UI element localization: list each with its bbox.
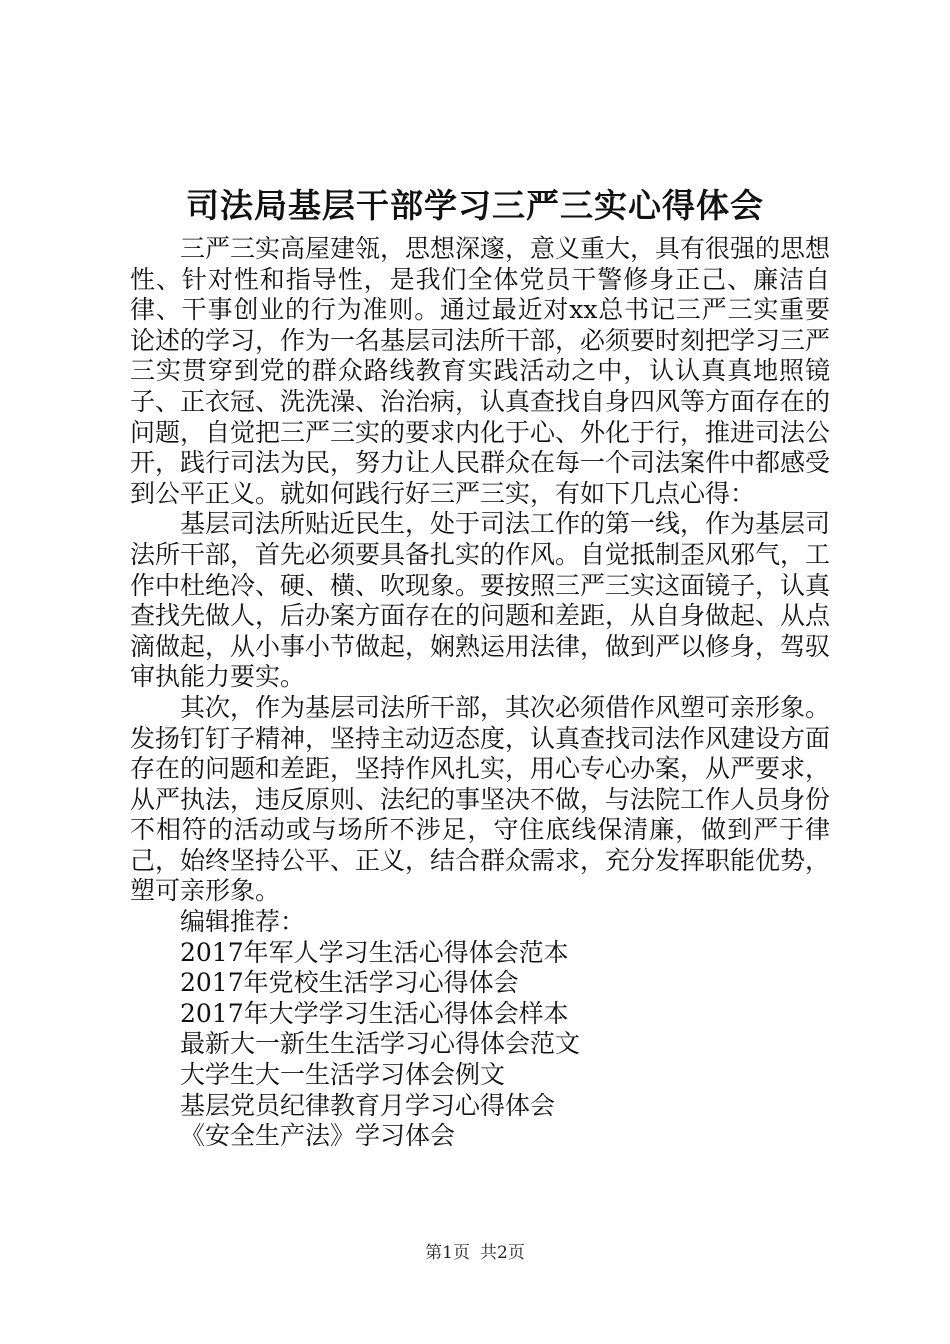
paragraph-point-two: 其次，作为基层司法所干部，其次必须借作风塑可亲形象。发扬钉钉子精神，坚持主动迈态度，认真查找司法作风建设方面存在的问题和差距，坚持作风扎实，用心专心办案，从严要求，从严执法，违反原则、法纪的事坚决不做，与法院工作人员身份不相符的活动或与场所不涉足，守住底线保清廉，做到严于律己，始终坚持公平、正义，结合群众需求，充分发挥职能优势，塑可亲形象。 xyxy=(130,692,831,906)
recommendation-link[interactable]: 最新大一新生生活学习心得体会范文 xyxy=(180,1029,581,1059)
document-body xyxy=(130,234,830,1152)
page-footer xyxy=(0,1242,950,1264)
recommendation-link[interactable]: 2017年党校生活学习心得体会 xyxy=(180,968,519,998)
recommendation-link[interactable]: 基层党员纪律教育月学习心得体会 xyxy=(180,1090,556,1120)
recommendation-link[interactable]: 2017年军人学习生活心得体会范本 xyxy=(180,937,569,967)
recommendation-link[interactable]: 《安全生产法》学习体会 xyxy=(180,1121,456,1151)
document-title: 司法局基层干部学习三严三实心得体会 xyxy=(186,186,764,225)
paragraph-point-one: 基层司法所贴近民生，处于司法工作的第一线，作为基层司法所干部，首先必须要具备扎实的作风。自觉抵制歪风邪气，工作中杜绝冷、硬、横、吹现象。要按照三严三实这面镜子，认真查找先做人，后办案方面存在的问题和差距，从自身做起、从点滴做起，从小事小节做起，娴熟运用法律，做到严以修身，驾驭审执能力要实。 xyxy=(130,509,831,692)
recommendation-link[interactable]: 2017年大学学习生活心得体会样本 xyxy=(180,998,569,1028)
recommendations-heading: 编辑推荐： xyxy=(180,907,306,937)
recommendations-list xyxy=(130,938,830,1152)
recommendation-link[interactable]: 大学生大一生活学习体会例文 xyxy=(180,1060,506,1090)
page-count: 共2页 xyxy=(480,1243,525,1263)
paragraph-intro: 三严三实高屋建瓴，思想深邃，意义重大，具有很强的思想性、针对性和指导性，是我们全体党员干警修身正己、廉洁自律、干事创业的行为准则。通过最近对xx总书记三严三实重要论述的学习，作为一名基层司法所干部，必须要时刻把学习三严三实贯穿到党的群众路线教育实践活动之中，认认真真地照镜子、正衣冠、洗洗澡、治治病，认真查找自身四风等方面存在的问题，自觉把三严三实的要求内化于心、外化于行，推进司法公开，践行司法为民，努力让人民群众在每一个司法案件中都感受到公平正义。就如何践行好三严三实，有如下几点心得： xyxy=(130,234,831,508)
page-number: 第1页 xyxy=(425,1243,470,1263)
